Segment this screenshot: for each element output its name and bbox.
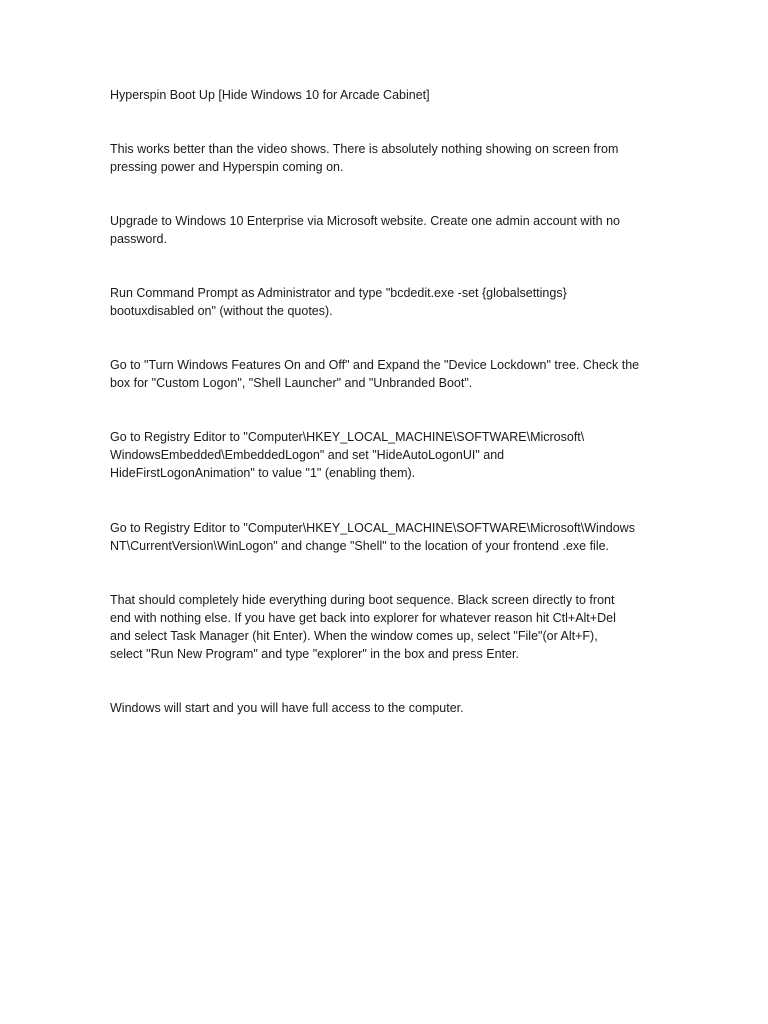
paragraph-closing: Windows will start and you will have full access to the computer.	[110, 701, 464, 715]
document-title: Hyperspin Boot Up [Hide Windows 10 for Arcade Cabinet]	[110, 88, 430, 102]
paragraph-intro: This works better than the video shows. There is absolutely nothing showing on screen from pressing power and Hyperspin coming on.	[110, 142, 619, 174]
paragraph-registry-embedded: Go to Registry Editor to "Computer\HKEY_LOCAL_MACHINE\SOFTWARE\Microsoft\ WindowsEmbedded\EmbeddedLogon" and set "HideAutoLogonUI" and HideFirstLogonAnimation" to value "1" (enabling them).	[110, 430, 585, 480]
paragraph-registry-winlogon: Go to Registry Editor to "Computer\HKEY_LOCAL_MACHINE\SOFTWARE\Microsoft\Windows NT\CurrentVersion\WinLogon" and change "Shell" to the location of your frontend .exe file.	[110, 521, 635, 553]
paragraph-command-prompt: Run Command Prompt as Administrator and type "bcdedit.exe -set {globalsettings} bootuxdisabled on" (without the quotes).	[110, 286, 567, 318]
paragraph-result: That should completely hide everything during boot sequence. Black screen directly to front end with nothing else. If you have get back into explorer for whatever reason hit Ctl+Alt+Del and select Task Manager (hit Enter). When the window comes up, select "File"(or Alt+F), select "Run New Program" and type "explorer" in the box and press Enter.	[110, 593, 616, 661]
paragraph-upgrade: Upgrade to Windows 10 Enterprise via Microsoft website. Create one admin account with no password.	[110, 214, 620, 246]
paragraph-windows-features: Go to "Turn Windows Features On and Off" and Expand the "Device Lockdown" tree. Check the box for "Custom Logon", "Shell Launcher" and "Unbranded Boot".	[110, 358, 640, 390]
